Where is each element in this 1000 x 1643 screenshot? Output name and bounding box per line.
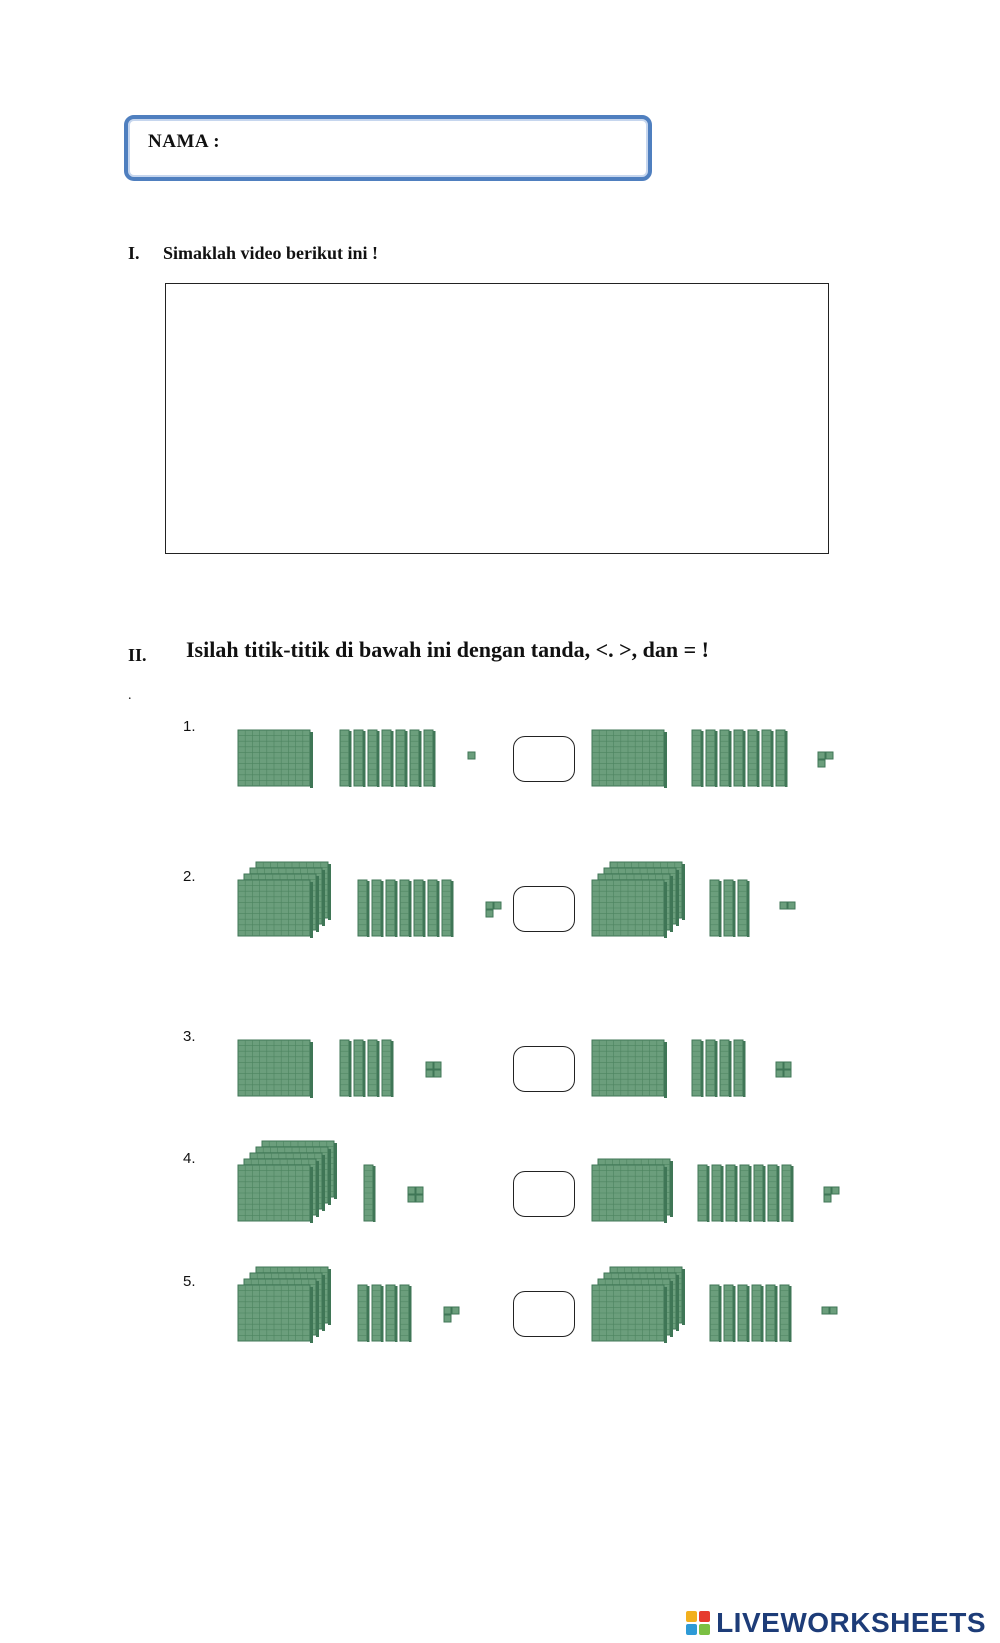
comparison-answer-box[interactable] [513,736,575,782]
unit-cube-block [776,1070,783,1077]
ten-rod-block [710,880,722,937]
ten-rod-block [692,730,704,787]
hundred-flat-block [592,730,667,788]
ten-rod-block [692,1040,704,1097]
ten-rod-block [766,1285,778,1342]
ten-rod-block [780,1285,792,1342]
comparison-answer-box[interactable] [513,1291,575,1337]
unit-cube-block [776,1062,783,1069]
ten-rod-block [734,730,746,787]
ten-rod-block [382,730,394,787]
hundred-flat-block [238,880,313,938]
liveworksheets-logo-icon [686,1611,710,1635]
unit-cube-block [824,1187,831,1194]
unit-cube-block [416,1195,423,1202]
ten-rod-block [428,880,440,937]
hundred-flat-block [592,1165,667,1223]
comparison-answer-box[interactable] [513,1171,575,1217]
ten-rod-block [738,880,750,937]
ten-rod-block [340,730,352,787]
ten-rod-block [442,880,454,937]
hundred-flat-block [592,1285,667,1343]
ten-rod-block [752,1285,764,1342]
ten-rod-block [734,1040,746,1097]
question-number: 4. [183,1150,196,1167]
ten-rod-block [710,1285,722,1342]
ten-rod-block [410,730,422,787]
unit-cube-block [824,1195,831,1202]
ten-rod-block [368,1040,380,1097]
unit-cube-block [408,1187,415,1194]
ten-rod-block [414,880,426,937]
hundred-flat-block [238,1165,313,1223]
section-1-instruction: Simaklah video berikut ini ! [163,243,379,263]
ten-rod-block [720,730,732,787]
unit-cube-block [788,902,795,909]
section-2-number: II. [128,645,147,665]
ten-rod-block [768,1165,780,1222]
unit-cube-block [444,1315,451,1322]
ten-rod-block [400,1285,412,1342]
ten-rod-block [386,1285,398,1342]
ten-rod-block [738,1285,750,1342]
unit-cube-block [818,752,825,759]
question-number: 5. [183,1273,196,1290]
unit-cube-block [822,1307,829,1314]
unit-cube-block [452,1307,459,1314]
ten-rod-block [740,1165,752,1222]
hundred-flat-block [592,880,667,938]
ten-rod-block [372,880,384,937]
ten-rod-block [726,1165,738,1222]
unit-cube-block [780,902,787,909]
unit-cube-block [468,752,475,759]
ten-rod-block [396,730,408,787]
unit-cube-block [830,1307,837,1314]
unit-cube-block [426,1062,433,1069]
ten-rod-block [358,1285,370,1342]
ten-rod-block [720,1040,732,1097]
unit-cube-block [444,1307,451,1314]
comparison-answer-box[interactable] [513,1046,575,1092]
ten-rod-block [400,880,412,937]
unit-cube-block [408,1195,415,1202]
unit-cube-block [426,1070,433,1077]
hundred-flat-block [238,1285,313,1343]
unit-cube-block [486,902,493,909]
ten-rod-block [424,730,436,787]
section-2-instruction: Isilah titik-titik di bawah ini dengan tanda, <. >, dan = ! [186,637,709,662]
hundred-flat-block [238,730,313,788]
ten-rod-block [358,880,370,937]
unit-cube-block [818,760,825,767]
ten-rod-block [712,1165,724,1222]
unit-cube-block [832,1187,839,1194]
ten-rod-block [706,730,718,787]
name-label: NAMA : [148,131,221,152]
ten-rod-block [748,730,760,787]
ten-rod-block [782,1165,794,1222]
ten-rod-block [340,1040,352,1097]
ten-rod-block [754,1165,766,1222]
comparison-answer-box[interactable] [513,886,575,932]
unit-cube-block [784,1070,791,1077]
brand-logo [686,1607,986,1639]
hundred-flat-block [238,1040,313,1098]
ten-rod-block [724,1285,736,1342]
ten-rod-block [382,1040,394,1097]
question-number: 2. [183,868,196,885]
ten-rod-block [706,1040,718,1097]
ten-rod-block [354,1040,366,1097]
unit-cube-block [416,1187,423,1194]
ten-rod-block [776,730,788,787]
ten-rod-block [364,1165,376,1222]
unit-cube-block [826,752,833,759]
unit-cube-block [784,1062,791,1069]
brand-name: LIVEWORKSHEETS [716,1607,986,1638]
ten-rod-block [354,730,366,787]
ten-rod-block [698,1165,710,1222]
ten-rod-block [762,730,774,787]
stray-dot: . [128,688,132,703]
unit-cube-block [434,1062,441,1069]
ten-rod-block [368,730,380,787]
ten-rod-block [372,1285,384,1342]
question-number: 1. [183,718,196,735]
section-1-number: I. [128,243,140,263]
ten-rod-block [386,880,398,937]
hundred-flat-block [592,1040,667,1098]
unit-cube-block [486,910,493,917]
ten-rod-block [724,880,736,937]
unit-cube-block [434,1070,441,1077]
unit-cube-block [494,902,501,909]
question-number: 3. [183,1028,196,1045]
